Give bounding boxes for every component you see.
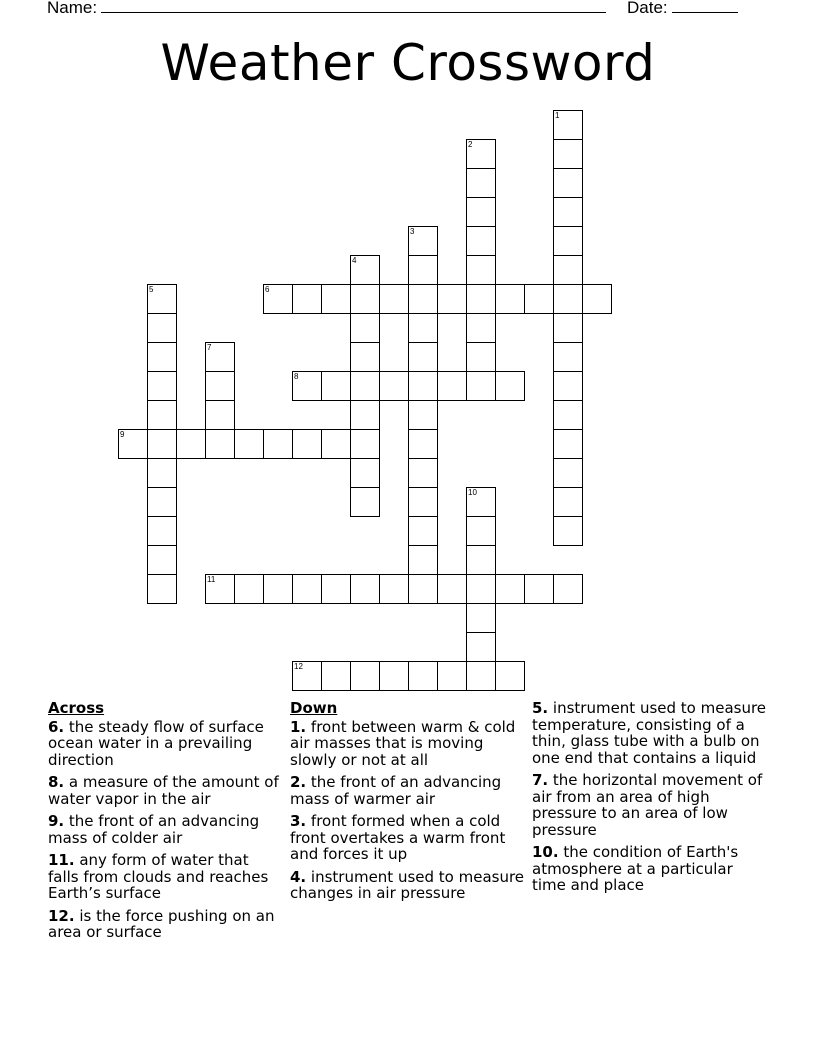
grid-cell[interactable] (350, 574, 380, 604)
grid-cell[interactable] (321, 429, 351, 459)
grid-cell[interactable] (466, 284, 496, 314)
grid-cell[interactable] (466, 661, 496, 691)
grid-cell[interactable] (350, 313, 380, 343)
clue-number: 12. (48, 906, 75, 925)
clue-text: the horizontal movement of air from an area of high pressure to an area of low pressure (532, 771, 763, 839)
grid-cell[interactable] (350, 661, 380, 691)
clue-number: 9. (48, 812, 65, 830)
grid-cell[interactable] (292, 661, 322, 691)
clue-down-1 (290, 719, 526, 769)
grid-cell[interactable] (147, 342, 177, 372)
across-heading: Across (48, 699, 105, 717)
grid-cell[interactable] (147, 487, 177, 517)
grid-cell[interactable] (408, 487, 438, 517)
grid-cell[interactable] (437, 284, 467, 314)
grid-cell[interactable] (321, 661, 351, 691)
name-line[interactable] (101, 0, 606, 13)
clue-text: instrument used to measure changes in air pressure (290, 867, 525, 902)
grid-cell[interactable] (205, 574, 235, 604)
grid-cell[interactable] (147, 371, 177, 401)
date-line[interactable] (672, 0, 738, 13)
grid-cell[interactable] (350, 371, 380, 401)
clue-down-5 (532, 700, 768, 766)
clue-down-2 (290, 774, 526, 807)
clue-across-6 (48, 719, 280, 769)
grid-cell[interactable] (234, 574, 264, 604)
grid-cell[interactable] (553, 429, 583, 459)
grid-cell[interactable] (350, 284, 380, 314)
grid-cell[interactable] (408, 574, 438, 604)
grid-cell[interactable] (147, 400, 177, 430)
grid-cell[interactable] (466, 342, 496, 372)
grid-cell[interactable] (466, 603, 496, 633)
grid-cell[interactable] (147, 574, 177, 604)
grid-cell[interactable] (553, 516, 583, 546)
clue-number: 4. (290, 867, 307, 886)
grid-cell[interactable] (466, 487, 496, 517)
clue-down-10 (532, 844, 768, 894)
page-title: Weather Crossword (160, 34, 656, 92)
grid-cell[interactable] (466, 255, 496, 285)
grid-cell[interactable] (495, 284, 525, 314)
grid-cell[interactable] (495, 371, 525, 401)
grid-cell[interactable] (408, 400, 438, 430)
grid-cell[interactable] (553, 168, 583, 198)
cell-number: 12 (294, 662, 303, 671)
grid-cell[interactable] (524, 284, 554, 314)
grid-cell[interactable] (466, 545, 496, 575)
grid-cell[interactable] (205, 371, 235, 401)
grid-cell[interactable] (553, 255, 583, 285)
clue-text: instrument used to measure temperature, consisting of a thin, glass tube with a bulb on one end that contains a liquid (532, 699, 767, 767)
cell-number: 11 (207, 575, 216, 584)
cell-number: 3 (410, 227, 415, 236)
clue-number: 1. (290, 717, 307, 736)
clue-text: the condition of Earth's atmosphere at a particular time and place (532, 843, 739, 894)
grid-cell[interactable] (350, 342, 380, 372)
grid-cell[interactable] (147, 458, 177, 488)
clue-text: front formed when a cold front overtakes a warm front and forces it up (290, 812, 506, 863)
down-clues (290, 700, 526, 908)
grid-cell[interactable] (553, 574, 583, 604)
grid-cell[interactable] (466, 313, 496, 343)
cell-number: 10 (468, 488, 477, 497)
grid-cell[interactable] (553, 487, 583, 517)
clue-text: the front of an advancing mass of warmer air (290, 773, 502, 808)
grid-cell[interactable] (321, 371, 351, 401)
grid-cell[interactable] (408, 429, 438, 459)
cell-number: 8 (294, 372, 299, 381)
clue-text: the steady flow of surface ocean water in a prevailing direction (48, 717, 264, 769)
grid-cell[interactable] (263, 284, 293, 314)
cell-number: 7 (207, 343, 212, 352)
grid-cell[interactable] (553, 139, 583, 169)
grid-cell[interactable] (408, 371, 438, 401)
grid-cell[interactable] (466, 632, 496, 662)
grid-cell[interactable] (292, 284, 322, 314)
clue-down-4 (290, 869, 526, 902)
grid-cell[interactable] (466, 371, 496, 401)
grid-cell[interactable] (263, 429, 293, 459)
down-heading: Down (290, 699, 338, 717)
clue-number: 8. (48, 773, 65, 791)
grid-cell[interactable] (408, 458, 438, 488)
clue-text: front between warm & cold air masses that is moving slowly or not at all (290, 717, 516, 769)
grid-cell[interactable] (437, 661, 467, 691)
clue-text: is the force pushing on an area or surface (48, 906, 275, 941)
clue-down-7 (532, 772, 768, 838)
grid-cell[interactable] (379, 371, 409, 401)
grid-cell[interactable] (553, 342, 583, 372)
grid-cell[interactable] (292, 574, 322, 604)
clue-number: 6. (48, 717, 65, 736)
clue-number: 10. (532, 843, 559, 861)
grid-cell[interactable] (408, 226, 438, 256)
grid-cell[interactable] (321, 574, 351, 604)
grid-cell[interactable] (553, 110, 583, 140)
grid-cell[interactable] (437, 574, 467, 604)
clue-text: any form of water that falls from clouds and reaches Earth’s surface (48, 851, 269, 902)
grid-cell[interactable] (205, 342, 235, 372)
grid-cell[interactable] (408, 516, 438, 546)
clue-down-3 (290, 813, 526, 863)
grid-cell[interactable] (466, 197, 496, 227)
across-clues (48, 700, 280, 947)
grid-cell[interactable] (205, 400, 235, 430)
cell-number: 5 (149, 285, 154, 294)
name-label: Name: (47, 0, 98, 17)
grid-cell[interactable] (350, 458, 380, 488)
grid-cell[interactable] (553, 226, 583, 256)
grid-cell[interactable] (553, 197, 583, 227)
clue-number: 11. (48, 851, 75, 869)
clue-number: 7. (532, 771, 549, 789)
grid-cell[interactable] (147, 284, 177, 314)
grid-cell[interactable] (205, 429, 235, 459)
grid-cell[interactable] (292, 371, 322, 401)
grid-cell[interactable] (408, 342, 438, 372)
grid-cell[interactable] (408, 255, 438, 285)
clue-across-8 (48, 774, 280, 807)
grid-cell[interactable] (466, 574, 496, 604)
grid-cell[interactable] (350, 400, 380, 430)
grid-cell[interactable] (321, 284, 351, 314)
grid-cell[interactable] (408, 313, 438, 343)
grid-cell[interactable] (292, 429, 322, 459)
grid-cell[interactable] (263, 574, 293, 604)
grid-cell[interactable] (176, 429, 206, 459)
grid-cell[interactable] (466, 168, 496, 198)
clue-text: a measure of the amount of water vapor in the air (48, 773, 279, 808)
grid-cell[interactable] (147, 545, 177, 575)
grid-cell[interactable] (379, 661, 409, 691)
grid-cell[interactable] (147, 516, 177, 546)
grid-cell[interactable] (466, 226, 496, 256)
cell-number: 4 (352, 256, 357, 265)
cell-number: 6 (265, 285, 270, 294)
grid-cell[interactable] (553, 313, 583, 343)
grid-cell[interactable] (408, 284, 438, 314)
grid-cell[interactable] (147, 429, 177, 459)
grid-cell[interactable] (553, 458, 583, 488)
grid-cell[interactable] (553, 371, 583, 401)
grid-cell[interactable] (408, 545, 438, 575)
date-label: Date: (627, 0, 668, 17)
grid-cell[interactable] (379, 574, 409, 604)
clue-across-11 (48, 852, 280, 902)
down-clues-continued (532, 700, 768, 900)
grid-cell[interactable] (495, 574, 525, 604)
grid-cell[interactable] (524, 574, 554, 604)
clue-text: the front of an advancing mass of colder air (48, 812, 260, 847)
grid-cell[interactable] (582, 284, 612, 314)
grid-cell[interactable] (466, 139, 496, 169)
clue-across-9 (48, 813, 280, 846)
cell-number: 9 (120, 430, 125, 439)
grid-cell[interactable] (408, 661, 438, 691)
grid-cell[interactable] (553, 400, 583, 430)
grid-cell[interactable] (350, 487, 380, 517)
clue-across-12 (48, 908, 280, 941)
clue-number: 2. (290, 773, 307, 791)
grid-cell[interactable] (147, 313, 177, 343)
grid-cell[interactable] (234, 429, 264, 459)
name-field (47, 0, 606, 19)
clue-number: 3. (290, 812, 307, 830)
grid-cell[interactable] (437, 371, 467, 401)
grid-cell[interactable] (350, 429, 380, 459)
grid-cell[interactable] (466, 516, 496, 546)
grid-cell[interactable] (495, 661, 525, 691)
grid-cell[interactable] (553, 284, 583, 314)
grid-cell[interactable] (118, 429, 148, 459)
grid-cell[interactable] (350, 255, 380, 285)
cell-number: 2 (468, 140, 473, 149)
date-field (627, 0, 738, 19)
clue-number: 5. (532, 699, 549, 717)
cell-number: 1 (555, 111, 560, 120)
grid-cell[interactable] (379, 284, 409, 314)
